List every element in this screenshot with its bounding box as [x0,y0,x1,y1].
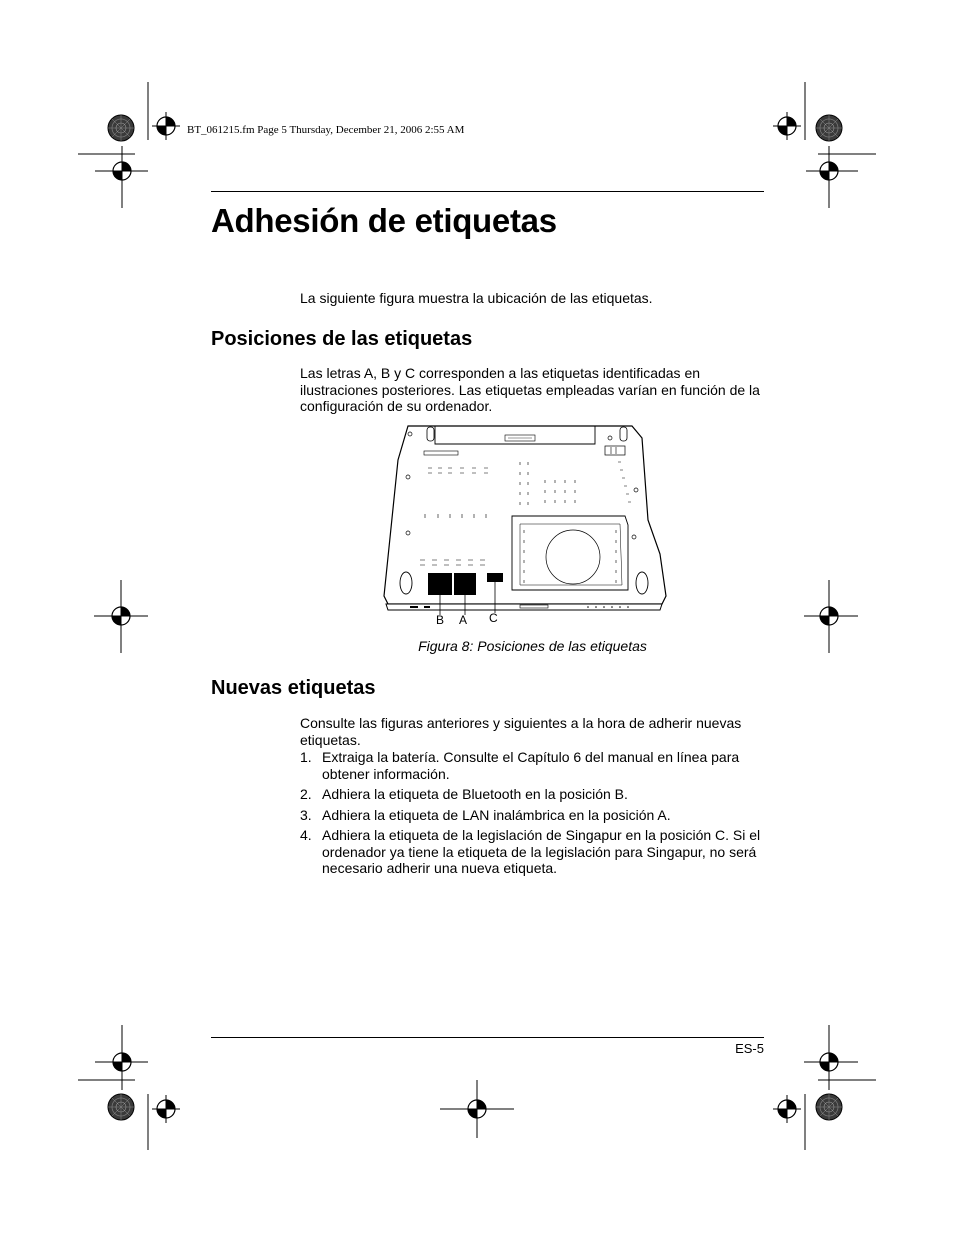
intro-paragraph: La siguiente figura muestra la ubicación de las etiquetas. [300,290,653,306]
figure-caption: Figura 8: Posiciones de las etiquetas [418,638,647,654]
crosshair-mark [773,1095,801,1123]
list-item: 3. Adhiera la etiqueta de LAN inalámbrica en la posición A. [300,806,671,823]
list-item: 1. Extraiga la batería. Consulte el Capítulo 6 del manual en línea para obtener información. [300,749,740,782]
new-labels-paragraph: Consulte las figuras anteriores y siguientes a la hora de adherir nuevas etiquetas. [300,715,742,748]
section-heading-positions: Posiciones de las etiquetas [211,328,473,350]
starburst-mark [108,1094,134,1120]
label-position-b [428,573,452,595]
crosshair-mark [152,1095,180,1123]
label-position-c [487,573,503,582]
footer-rule [211,1037,764,1038]
positions-paragraph: Las letras A, B y C corresponden a las etiquetas identificadas en ilustraciones posteriores. Las etiquetas empleadas varían en función de la configuración de su ordenador. [300,365,760,414]
page-title: Adhesión de etiquetas [211,202,557,239]
steps-list [300,749,765,881]
file-slug: BT_061215.fm Page 5 Thursday, December 21, 2006 2:55 AM [187,124,465,136]
figure-label-a: A [459,613,468,627]
crosshair-mark [152,112,180,140]
crosshair-mark [773,112,801,140]
figure-label-c: C [489,611,498,625]
starburst-mark [816,1094,842,1120]
section-heading-new-labels: Nuevas etiquetas [211,677,376,699]
header-rule [211,191,764,192]
figure-label-b: B [436,613,445,627]
starburst-mark [816,115,842,141]
laptop-bottom-figure [380,420,670,630]
label-position-a [454,573,476,595]
list-item: 4. Adhiera la etiqueta de la legislación de Singapur en la posición C. Si el ordenador ya tiene la etiqueta de la legislación para Singapur, no será necesario adherir una nueva etiqueta. [300,827,761,876]
page-number: ES-5 [735,1041,764,1056]
list-item: 2. Adhiera la etiqueta de Bluetooth en la posición B. [300,786,628,802]
starburst-mark [108,115,134,141]
